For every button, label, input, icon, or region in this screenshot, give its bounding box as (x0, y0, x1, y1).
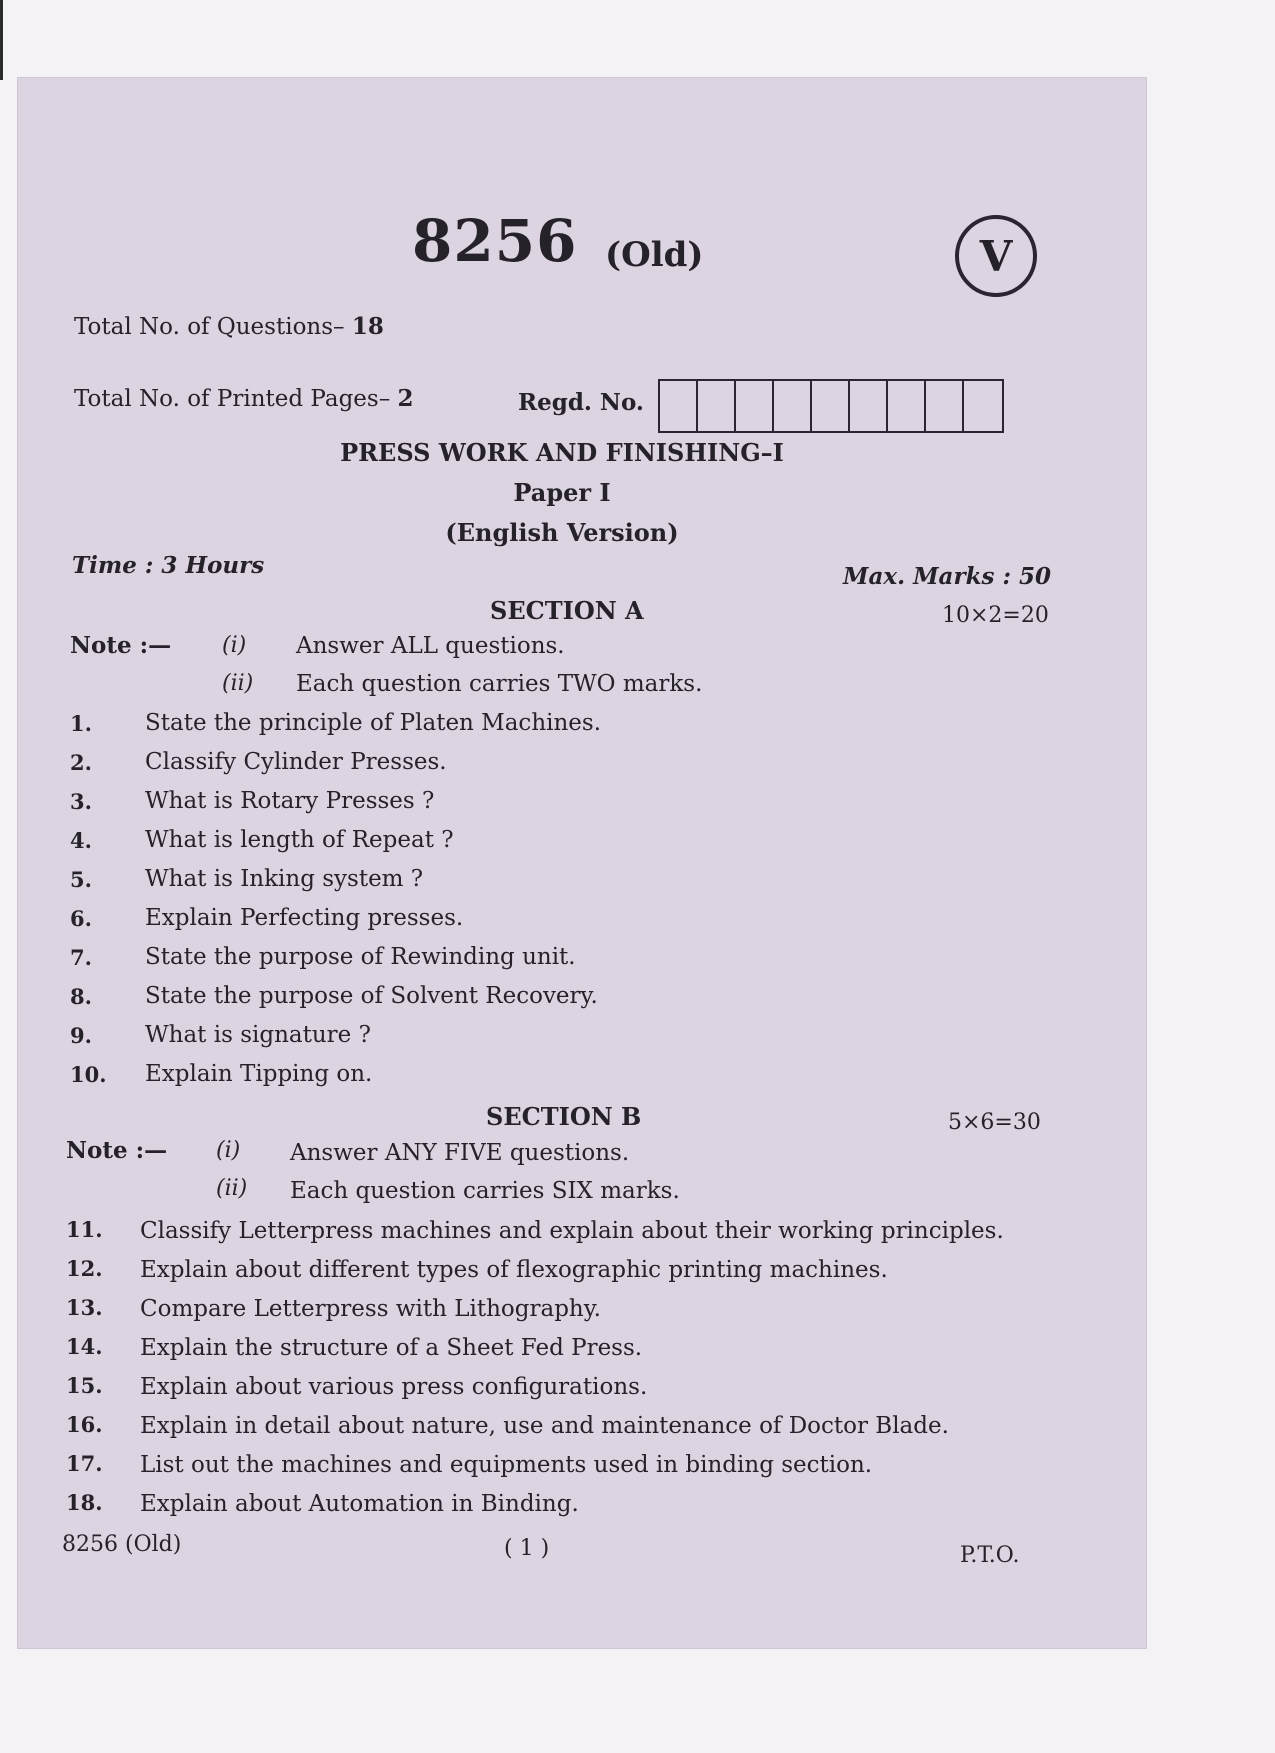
scan-edge-line (0, 0, 3, 80)
question-number: 1. (70, 711, 92, 736)
paper-number: Paper I (513, 478, 611, 507)
question-text: What is Inking system ? (145, 866, 424, 892)
question-text: Explain in detail about nature, use and maintenance of Doctor Blade. (140, 1413, 949, 1439)
question-number: 15. (66, 1373, 103, 1398)
total-questions-label: Total No. of Questions– (74, 314, 345, 340)
footer-paper-code: 8256 (Old) (62, 1532, 182, 1557)
question-number: 4. (70, 828, 92, 853)
question-text: Classify Cylinder Presses. (145, 749, 447, 775)
regd-no-label: Regd. No. (518, 389, 644, 416)
paper-code: 8256 (412, 207, 578, 275)
question-number: 6. (70, 906, 92, 931)
regd-box[interactable] (888, 381, 926, 431)
note-number: (ii) (216, 1176, 248, 1201)
section-a-title: SECTION A (490, 596, 644, 625)
question-text: Explain the structure of a Sheet Fed Press. (140, 1335, 643, 1361)
question-text: Classify Letterpress machines and explain about their working principles. (140, 1218, 1004, 1244)
regd-box[interactable] (964, 381, 1002, 431)
question-text: Explain about various press configurations. (140, 1374, 648, 1400)
question-number: 12. (66, 1256, 103, 1281)
question-text: What is length of Repeat ? (145, 827, 454, 853)
regd-box[interactable] (660, 381, 698, 431)
note-text: Answer ANY FIVE questions. (290, 1140, 630, 1166)
section-b-marks: 5×6=30 (948, 1110, 1041, 1135)
regd-box[interactable] (774, 381, 812, 431)
section-b-note-label: Note :— (66, 1137, 168, 1164)
question-text: State the purpose of Solvent Recovery. (145, 983, 598, 1009)
question-text: State the principle of Platen Machines. (145, 710, 602, 736)
note-text: Each question carries SIX marks. (290, 1178, 680, 1204)
question-number: 9. (70, 1023, 92, 1048)
section-a-marks: 10×2=20 (942, 603, 1049, 628)
page-number: ( 1 ) (504, 1536, 550, 1561)
question-text: Explain Tipping on. (145, 1061, 373, 1087)
time-allowed: Time : 3 Hours (72, 552, 265, 579)
total-questions (74, 313, 384, 340)
question-text: List out the machines and equipments used in binding section. (140, 1452, 873, 1478)
note-number: (ii) (222, 671, 254, 696)
regd-box[interactable] (698, 381, 736, 431)
question-text: Explain about different types of flexographic printing machines. (140, 1257, 888, 1283)
question-number: 14. (66, 1334, 103, 1359)
regd-box[interactable] (736, 381, 774, 431)
regd-box[interactable] (926, 381, 964, 431)
question-text: What is signature ? (145, 1022, 371, 1048)
total-pages-value: 2 (397, 385, 414, 412)
paper-code-suffix: (Old) (605, 235, 704, 275)
total-pages-label: Total No. of Printed Pages– (74, 386, 391, 412)
question-number: 17. (66, 1451, 103, 1476)
question-text: What is Rotary Presses ? (145, 788, 435, 814)
max-marks: Max. Marks : 50 (843, 563, 1051, 590)
question-text: Explain Perfecting presses. (145, 905, 464, 931)
question-text: Compare Letterpress with Lithography. (140, 1296, 601, 1322)
regd-box[interactable] (812, 381, 850, 431)
question-number: 3. (70, 789, 92, 814)
total-questions-value: 18 (351, 313, 384, 340)
version-badge: V (955, 215, 1037, 297)
regd-box[interactable] (850, 381, 888, 431)
note-number: (i) (216, 1138, 241, 1163)
pto-label: P.T.O. (960, 1543, 1020, 1568)
note-number: (i) (222, 633, 247, 658)
section-a-note-label: Note :— (70, 632, 172, 659)
question-number: 11. (66, 1217, 103, 1242)
question-text: Explain about Automation in Binding. (140, 1491, 579, 1517)
section-b-title: SECTION B (486, 1102, 642, 1131)
note-text: Each question carries TWO marks. (296, 671, 703, 697)
regd-no-boxes[interactable] (658, 379, 1004, 433)
subject-title: PRESS WORK AND FINISHING–I (340, 438, 784, 467)
question-number: 7. (70, 945, 92, 970)
question-number: 18. (66, 1490, 103, 1515)
question-number: 13. (66, 1295, 103, 1320)
question-number: 8. (70, 984, 92, 1009)
question-number: 5. (70, 867, 92, 892)
question-text: State the purpose of Rewinding unit. (145, 944, 576, 970)
note-text: Answer ALL questions. (296, 633, 565, 659)
question-number: 2. (70, 750, 92, 775)
question-number: 10. (70, 1062, 107, 1087)
paper-version: (English Version) (445, 518, 679, 547)
question-number: 16. (66, 1412, 103, 1437)
total-pages (74, 385, 414, 412)
